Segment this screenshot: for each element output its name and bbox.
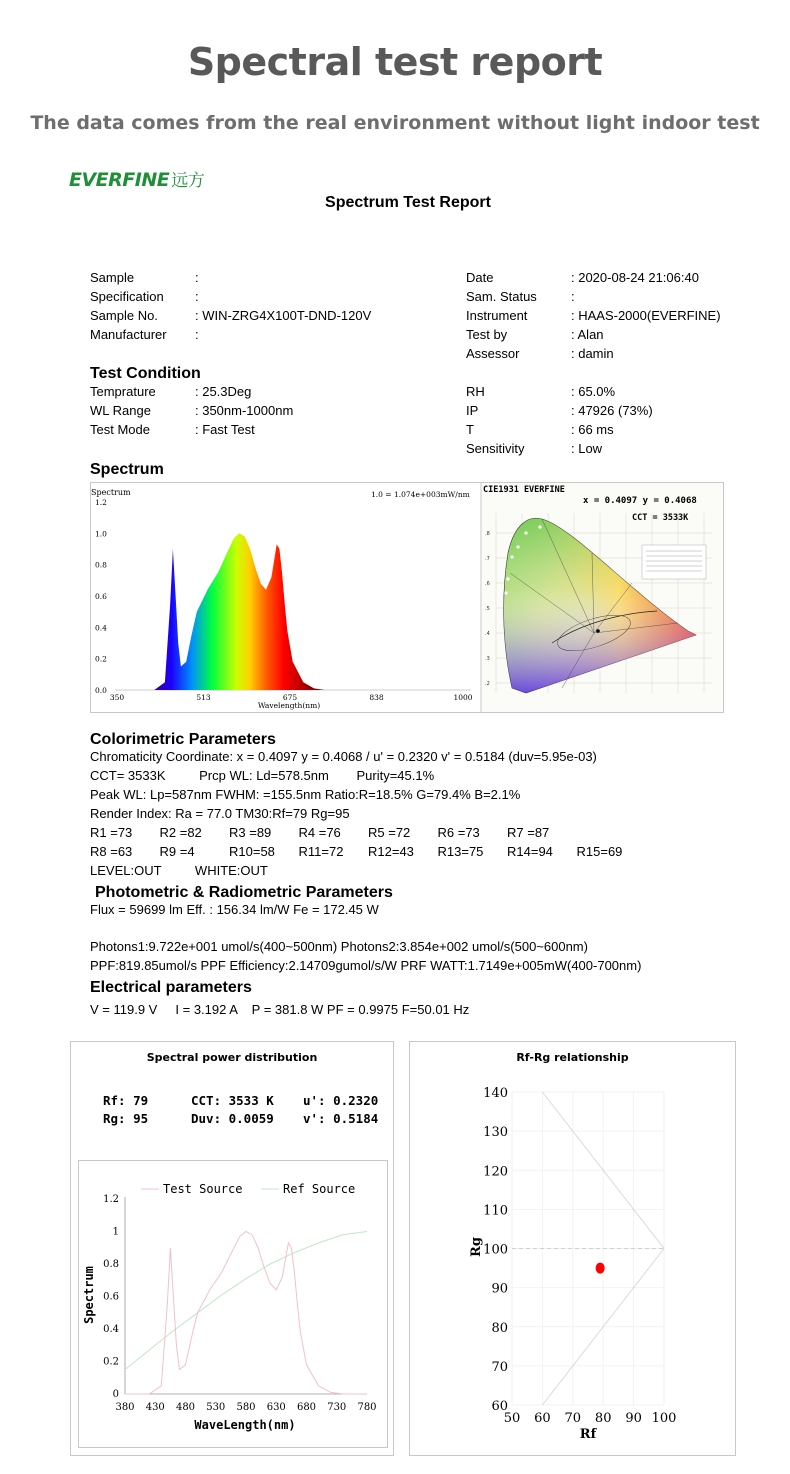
rfrg-point: [596, 1263, 605, 1274]
legend-ref-label: Ref Source: [283, 1182, 356, 1196]
info-value: :: [195, 270, 199, 285]
render-index-line: Render Index: Ra = 77.0 TM30:Rf=79 Rg=95: [90, 806, 350, 821]
render-index-item: R4 =76: [298, 825, 341, 840]
spectrum-curve: [133, 533, 346, 690]
spd-ytick: 0: [112, 1389, 119, 1400]
info-key: Temprature: [90, 384, 156, 399]
spd-stat: Rf: 79: [103, 1093, 149, 1108]
info-key: RH: [466, 384, 485, 399]
spd-panel: [70, 1041, 394, 1456]
ppf-line: PPF:819.85umol/s PPF Efficiency:2.14709gumol/s/W PRF WATT:1.7149e+005mW(400-700nm): [90, 958, 642, 973]
cie-cct: CCT = 3533K: [632, 513, 689, 523]
svg-text:.4: .4: [485, 631, 490, 637]
spd-chart-frame: [78, 1160, 388, 1448]
rfrg-xtick: 100: [651, 1411, 677, 1426]
spd-xtick: 680: [296, 1402, 317, 1413]
rfrg-ytick: 70: [491, 1359, 508, 1375]
spd-ytick: 0.8: [103, 1259, 119, 1270]
spectrum-ytick: 0.0: [95, 686, 107, 695]
rfrg-panel: [409, 1041, 736, 1456]
electrical-line: V = 119.9 V I = 3.192 A P = 381.8 W PF = 0.9975 F=50.01 Hz: [90, 1002, 470, 1017]
r-row-2: [90, 842, 646, 861]
info-value: : 2020-08-24 21:06:40: [571, 270, 699, 285]
info-key: Sam. Status: [466, 289, 537, 304]
spd-ytick: 1: [112, 1226, 119, 1238]
white-value: WHITE:OUT: [194, 863, 268, 878]
render-index-item: R1 =73: [90, 825, 133, 840]
render-index-item: R14=94: [507, 844, 553, 859]
electrical-heading: Electrical parameters: [90, 979, 252, 996]
info-key: T: [466, 422, 474, 437]
spd-ylabel: Spectrum: [82, 1266, 96, 1324]
test-condition-right: [466, 382, 766, 458]
info-value: : Fast Test: [195, 422, 255, 437]
info-value: : 47926 (73%): [571, 403, 653, 418]
info-left: [90, 268, 390, 344]
render-index-item: R13=75: [437, 844, 484, 859]
info-key: Sample: [90, 270, 135, 285]
rfrg-title: Rf-Rg relationship: [516, 1051, 629, 1064]
info-key: Test Mode: [90, 422, 150, 437]
rfrg-chart: [410, 1042, 735, 1455]
spd-stats: [103, 1092, 378, 1128]
peak-line: Peak WL: Lp=587nm FWHM: =155.5nm Ratio:R=18.5% G=79.4% B=2.1%: [90, 787, 521, 802]
info-value: : WIN-ZRG4X100T-DND-120V: [195, 308, 372, 323]
rfrg-xtick: 50: [503, 1411, 521, 1426]
rfrg-ytick: 110: [483, 1203, 508, 1219]
flux-line: Flux = 59699 lm Eff. : 156.34 lm/W Fe = 172.45 W: [90, 902, 379, 917]
render-index-item: R8 =63: [90, 844, 133, 859]
spectrum-ytick: 0.6: [95, 592, 107, 601]
info-row: [90, 382, 390, 401]
report-title: Spectrum Test Report: [325, 194, 491, 211]
info-row: [90, 268, 390, 287]
everfine-logo: [69, 166, 204, 191]
spd-stat: u': 0.2320: [303, 1093, 379, 1108]
photometric-heading: Photometric & Radiometric Parameters: [95, 884, 393, 901]
spectrum-xlabel: Wavelength(nm): [257, 701, 321, 710]
cct-value: CCT= 3533K: [90, 768, 166, 783]
info-key: Specification: [90, 289, 164, 304]
spd-xtick: 580: [236, 1402, 256, 1413]
svg-text:.7: .7: [485, 556, 490, 562]
svg-text:.6: .6: [485, 581, 490, 587]
info-row: [466, 401, 766, 420]
spectrum-ytick: 0.2: [95, 654, 107, 664]
info-row: [466, 306, 766, 325]
render-index-item: R12=43: [368, 844, 414, 859]
spectrum-xtick: 350: [109, 693, 125, 702]
spd-stat: v': 0.5184: [303, 1111, 379, 1126]
info-value: : Alan: [571, 327, 604, 342]
info-value: : 25.3Deg: [195, 384, 252, 399]
spectrum-note: 1.0 = 1.074e+003mW/nm: [371, 490, 470, 499]
spd-stat: Rg: 95: [103, 1111, 149, 1126]
rfrg-ylabel: Rg: [469, 1237, 484, 1257]
spectrum-xtick: 513: [196, 693, 211, 702]
info-key: Instrument: [466, 308, 528, 323]
rfrg-xtick: 90: [625, 1411, 642, 1426]
render-index-item: R11=72: [298, 844, 344, 859]
spd-chart: [79, 1161, 387, 1447]
render-index-item: R6 =73: [437, 825, 480, 840]
info-key: WL Range: [90, 403, 151, 418]
chromaticity-line: Chromaticity Coordinate: x = 0.4097 y = 0.4068 / u' = 0.2320 v' = 0.5184 (duv=5.95e-03): [90, 749, 597, 764]
info-value: : 66 ms: [571, 422, 614, 437]
info-key: Date: [466, 270, 494, 285]
info-key: IP: [466, 403, 479, 418]
render-index-item: R3 =89: [229, 825, 272, 840]
cie-diagram: [482, 483, 723, 712]
spectrum-xtick: 1000: [453, 693, 473, 702]
spectrum-ytick: 1.0: [95, 529, 107, 539]
svg-text:.5: .5: [485, 606, 490, 612]
cie-side-ticks: [485, 531, 490, 687]
spd-xtick: 530: [206, 1402, 226, 1413]
logo-text: EVERFINE: [69, 169, 170, 191]
cie-svg: [482, 483, 723, 712]
svg-text:.8: .8: [485, 531, 490, 537]
spd-stats-row: [103, 1092, 378, 1110]
info-row: [90, 306, 390, 325]
info-key: Test by: [466, 327, 508, 342]
legend-test-label: Test Source: [163, 1182, 243, 1196]
spd-stats-row: [103, 1110, 378, 1128]
rfrg-ytick: 130: [483, 1125, 508, 1141]
test-condition-left: [90, 382, 390, 439]
info-row: [90, 287, 390, 306]
info-row: [466, 325, 766, 344]
cie-legend-box: [642, 545, 706, 579]
r-row-1: [90, 823, 577, 842]
rfrg-ytick: 120: [483, 1164, 508, 1180]
info-value: : 65.0%: [571, 384, 616, 399]
spd-xtick: 480: [175, 1402, 196, 1413]
spd-ytick: 0.2: [103, 1356, 119, 1368]
rfrg-xtick: 60: [534, 1411, 551, 1426]
cie-point: [596, 629, 600, 633]
info-row: [90, 401, 390, 420]
info-value: :: [195, 289, 199, 304]
spd-stat: Duv: 0.0059: [191, 1111, 274, 1126]
level-line: [90, 861, 268, 880]
spectrum-ytick: 0.4: [95, 623, 107, 633]
info-key: Manufacturer: [90, 327, 167, 342]
page-subtitle: The data comes from the real environment without light indoor test: [30, 112, 760, 134]
info-row: [466, 268, 766, 287]
svg-text:.3: .3: [485, 656, 490, 662]
rfrg-ytick: 100: [483, 1242, 508, 1258]
info-value: :: [195, 327, 199, 342]
cct-line: [90, 766, 434, 785]
page-title: Spectral test report: [187, 40, 603, 84]
render-index-item: R2 =82: [159, 825, 202, 840]
rfrg-xtick: 80: [594, 1411, 612, 1426]
spectrum-ytick: 1.2: [95, 498, 107, 507]
spd-xtick: 380: [115, 1402, 135, 1413]
info-value: : damin: [571, 346, 614, 361]
spd-xtick: 630: [266, 1402, 286, 1413]
spd-xtick: 780: [357, 1402, 377, 1413]
info-row: [466, 344, 766, 363]
spectrum-label: Spectrum: [91, 488, 131, 497]
cie-title: CIE1931 EVERFINE: [483, 485, 565, 495]
spd-xtick: 730: [327, 1402, 347, 1413]
info-key: Assessor: [466, 346, 520, 361]
info-value: : HAAS-2000(EVERFINE): [571, 308, 721, 323]
logo-cn: 远方: [171, 171, 205, 191]
rfrg-ytick: 90: [491, 1281, 508, 1297]
spd-ytick: 0.4: [103, 1324, 119, 1335]
level-value: LEVEL:OUT: [90, 863, 162, 878]
spd-ytick: 1.2: [103, 1194, 119, 1205]
rfrg-ytick: 140: [483, 1086, 508, 1101]
info-row: [466, 382, 766, 401]
spd-ref-curve: [125, 1232, 367, 1370]
info-row: [90, 420, 390, 439]
rfrg-ytick: 60: [491, 1399, 508, 1414]
spectrum-xtick: 838: [369, 693, 384, 702]
render-index-item: R15=69: [576, 844, 623, 859]
prcp-value: Prcp WL: Ld=578.5nm: [199, 768, 329, 783]
info-row: [466, 287, 766, 306]
info-value: : Low: [571, 441, 603, 456]
render-index-item: R10=58: [229, 844, 275, 859]
render-index-item: R7 =87: [507, 825, 550, 840]
spectrum-xtick: 675: [282, 693, 298, 702]
spectrum-ytick: 0.8: [95, 560, 107, 570]
info-key: Sample No.: [90, 308, 158, 323]
info-value: :: [571, 289, 575, 304]
render-index-item: R9 =4: [159, 844, 195, 859]
spd-stat: CCT: 3533 K: [191, 1093, 274, 1108]
info-value: : 350nm-1000nm: [195, 403, 294, 418]
spd-xlabel: WaveLength(nm): [194, 1418, 296, 1432]
info-row: [466, 439, 766, 458]
info-row: [466, 420, 766, 439]
rfrg-xlabel: Rf: [579, 1427, 597, 1442]
colorimetric-heading: Colorimetric Parameters: [90, 731, 276, 748]
spd-xtick: 430: [145, 1402, 165, 1413]
purity-value: Purity=45.1%: [356, 768, 435, 783]
spd-test-curve: [125, 1232, 367, 1395]
info-row: [90, 325, 390, 344]
info-right: [466, 268, 766, 363]
cie-coord: x = 0.4097 y = 0.4068: [583, 496, 697, 506]
info-key: Sensitivity: [466, 441, 525, 456]
rfrg-ytick: 80: [491, 1320, 508, 1336]
svg-text:.2: .2: [485, 681, 490, 687]
rfrg-xtick: 70: [564, 1411, 582, 1426]
spectrum-box: [90, 482, 724, 713]
render-index-item: R5 =72: [368, 825, 411, 840]
test-condition-heading: Test Condition: [90, 365, 201, 382]
spd-title: Spectral power distribution: [146, 1051, 318, 1064]
photons-line: Photons1:9.722e+001 umol/s(400~500nm) Photons2:3.854e+002 umol/s(500~600nm): [90, 939, 588, 954]
spd-ytick: 0.6: [103, 1291, 119, 1303]
spectrum-heading: Spectrum: [90, 461, 164, 478]
